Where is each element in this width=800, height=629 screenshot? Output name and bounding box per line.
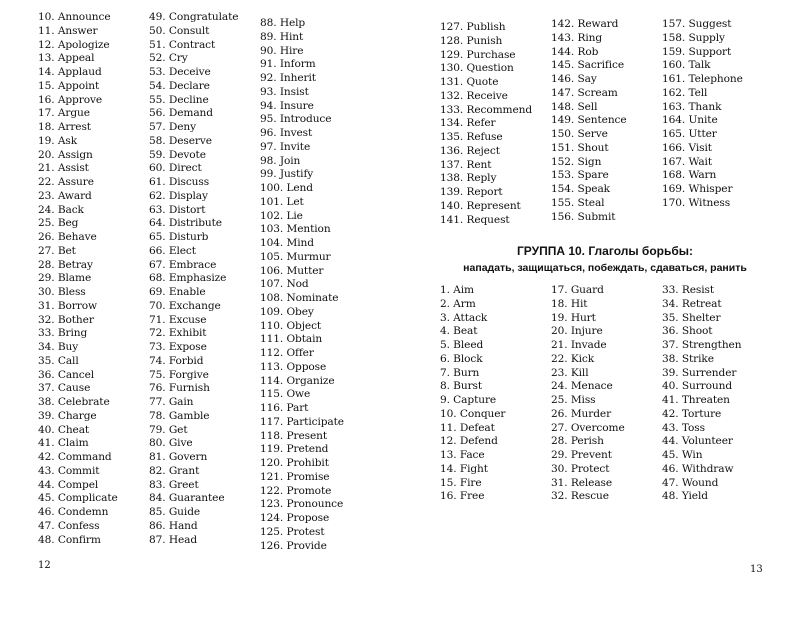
list-item: 92. Inherit	[260, 72, 316, 84]
right-page-number: 13	[750, 564, 763, 575]
list-item: 5. Bleed	[440, 339, 484, 351]
list-item: 121. Promise	[260, 470, 330, 483]
list-item: 50. Consult	[149, 24, 210, 37]
list-item: 137. Rent	[440, 158, 492, 171]
list-item: 77. Gain	[149, 396, 194, 408]
list-item: 32. Rescue	[551, 490, 609, 503]
list-item: 109. Obey	[260, 305, 314, 318]
list-item: 141. Request	[440, 213, 510, 226]
list-item: 39. Surrender	[662, 366, 737, 379]
list-item: 52. Cry	[149, 52, 188, 65]
list-item: 48. Yield	[662, 490, 708, 503]
list-item: 4. Beat	[440, 325, 478, 338]
list-item: 80. Give	[149, 437, 193, 450]
list-item: 111. Obtain	[260, 333, 323, 346]
list-item: 110. Object	[260, 319, 322, 332]
list-item: 1. Aim	[440, 284, 474, 296]
list-item: 95. Introduce	[260, 113, 332, 126]
list-item: 98. Join	[260, 154, 301, 167]
list-item: 18. Arrest	[38, 121, 91, 133]
list-item: 91. Inform	[260, 58, 316, 71]
list-item: 123. Pronounce	[260, 498, 344, 511]
list-item: 86. Hand	[149, 519, 198, 532]
list-item: 114. Organize	[260, 374, 335, 387]
list-item: 158. Supply	[662, 31, 725, 44]
list-item: 24. Back	[38, 203, 84, 216]
list-item: 16. Approve	[38, 93, 103, 106]
list-item: 165. Utter	[662, 128, 717, 140]
list-item: 17. Argue	[38, 107, 90, 120]
list-item: 99. Justify	[260, 168, 314, 181]
right-top-column-1	[440, 21, 532, 227]
left-column-2	[149, 11, 238, 547]
list-item: 148. Sell	[551, 100, 598, 113]
list-item: 40. Surround	[662, 380, 733, 393]
list-item: 20. Injure	[551, 325, 603, 338]
list-item: 46. Withdraw	[662, 462, 734, 475]
list-item: 144. Rob	[551, 45, 599, 58]
list-item: 169. Whisper	[662, 183, 733, 195]
list-item: 152. Sign	[551, 155, 602, 168]
list-item: 45. Win	[662, 449, 703, 461]
list-item: 12. Apologize	[38, 38, 110, 51]
list-item: 135. Refuse	[440, 131, 503, 143]
list-item: 10. Conquer	[440, 407, 506, 420]
list-item: 159. Support	[662, 45, 732, 58]
list-item: 9. Capture	[440, 394, 497, 406]
list-item: 128. Punish	[440, 34, 503, 47]
list-item: 142. Reward	[551, 18, 619, 30]
list-item: 34. Retreat	[662, 297, 722, 310]
list-item: 14. Applaud	[38, 66, 102, 78]
list-item: 31. Release	[551, 476, 613, 489]
list-item: 17. Guard	[551, 284, 604, 296]
list-item: 18. Hit	[551, 297, 588, 310]
list-item: 155. Steal	[551, 196, 605, 209]
group-title: ГРУППА 10. Глаголы борьбы:	[516, 244, 694, 258]
list-item: 96. Invest	[260, 127, 313, 139]
list-item: 45. Complicate	[38, 492, 118, 505]
list-item: 130. Question	[440, 62, 514, 75]
list-item: 27. Overcome	[551, 421, 625, 434]
list-item: 35. Call	[38, 354, 79, 367]
list-item: 19. Ask	[38, 134, 78, 147]
list-item: 85. Guide	[149, 506, 201, 518]
list-item: 73. Expose	[149, 341, 207, 353]
list-item: 42. Command	[38, 451, 112, 463]
list-item: 2. Arm	[440, 297, 476, 310]
list-item: 25. Beg	[38, 217, 79, 230]
list-item: 62. Display	[149, 189, 208, 202]
list-item: 102. Lie	[260, 209, 303, 222]
list-item: 104. Mind	[260, 237, 314, 249]
list-item: 46. Condemn	[38, 506, 109, 518]
list-item: 161. Telephone	[662, 73, 743, 85]
list-item: 118. Present	[260, 429, 328, 442]
list-item: 33. Bring	[38, 327, 88, 340]
list-item: 38. Strike	[662, 352, 714, 365]
list-item: 163. Thank	[662, 100, 722, 113]
list-item: 87. Head	[149, 533, 198, 546]
list-item: 3. Attack	[440, 311, 488, 324]
list-item: 37. Cause	[38, 382, 91, 395]
list-item: 116. Part	[260, 402, 309, 414]
list-item: 47. Wound	[662, 476, 719, 489]
list-item: 170. Witness	[662, 196, 731, 209]
list-item: 146. Say	[551, 73, 597, 85]
group-column-3	[662, 284, 741, 504]
list-item: 103. Mention	[260, 223, 331, 236]
list-item: 108. Nominate	[260, 292, 339, 304]
list-item: 23. Kill	[551, 366, 589, 379]
list-item: 61. Discuss	[149, 176, 210, 188]
list-item: 153. Spare	[551, 169, 609, 182]
list-item: 6. Block	[440, 352, 483, 365]
list-item: 57. Deny	[149, 121, 196, 133]
list-item: 120. Prohibit	[260, 457, 329, 469]
list-item: 145. Sacrifice	[551, 59, 625, 72]
list-item: 53. Deceive	[149, 66, 211, 78]
list-item: 115. Owe	[260, 388, 311, 401]
list-item: 26. Behave	[38, 231, 97, 243]
left-column-1	[38, 11, 118, 547]
list-item: 65. Disturb	[149, 231, 209, 243]
list-item: 43. Commit	[38, 464, 100, 477]
list-item: 32. Bother	[38, 313, 94, 326]
list-item: 22. Kick	[551, 352, 595, 365]
list-item: 63. Distort	[149, 203, 206, 216]
list-item: 101. Let	[260, 195, 304, 208]
list-item: 29. Prevent	[551, 449, 612, 461]
list-item: 89. Hint	[260, 30, 304, 43]
list-item: 64. Distribute	[149, 217, 222, 230]
list-item: 113. Oppose	[260, 360, 327, 373]
list-item: 93. Insist	[260, 85, 309, 98]
list-item: 160. Talk	[662, 59, 711, 72]
list-item: 151. Shout	[551, 141, 609, 154]
list-item: 21. Assist	[38, 162, 89, 175]
list-item: 44. Volunteer	[662, 435, 733, 448]
list-item: 122. Promote	[260, 484, 332, 497]
list-item: 94. Insure	[260, 99, 314, 112]
list-item: 12. Defend	[440, 435, 498, 448]
list-item: 28. Perish	[551, 435, 604, 448]
list-item: 156. Submit	[551, 210, 616, 223]
list-item: 31. Borrow	[38, 299, 97, 312]
list-item: 78. Gamble	[149, 409, 210, 422]
left-page-number: 12	[38, 560, 51, 571]
list-item: 42. Torture	[662, 407, 722, 420]
list-item: 21. Invade	[551, 339, 607, 351]
list-item: 59. Devote	[149, 148, 206, 161]
list-item: 28. Betray	[38, 258, 93, 271]
list-item: 126. Provide	[260, 539, 327, 552]
list-item: 136. Reject	[440, 144, 500, 157]
right-top-column-2	[551, 18, 627, 224]
list-item: 117. Participate	[260, 415, 344, 428]
list-item: 51. Contract	[149, 38, 216, 51]
right-top-column-3	[662, 18, 743, 211]
list-item: 72. Exhibit	[149, 327, 207, 340]
list-item: 90. Hire	[260, 44, 304, 57]
list-item: 10. Announce	[38, 11, 111, 23]
list-item: 33. Resist	[662, 284, 714, 296]
list-item: 140. Represent	[440, 199, 521, 212]
list-item: 22. Assure	[38, 176, 94, 188]
list-item: 41. Claim	[38, 437, 89, 450]
list-item: 29. Blame	[38, 272, 92, 285]
list-item: 58. Deserve	[149, 134, 212, 147]
list-item: 15. Fire	[440, 476, 482, 489]
list-item: 112. Offer	[260, 347, 314, 359]
left-column-3	[260, 17, 344, 553]
list-item: 139. Report	[440, 186, 503, 198]
list-item: 79. Get	[149, 423, 188, 436]
list-item: 7. Burn	[440, 366, 480, 379]
group-subtitle: нападать, защищаться, побеждать, сдаваться, ранить	[463, 262, 747, 274]
list-item: 43. Toss	[662, 421, 705, 434]
list-item: 75. Forgive	[149, 368, 209, 381]
list-item: 82. Grant	[149, 464, 200, 477]
list-item: 55. Decline	[149, 93, 209, 106]
list-item: 105. Murmur	[260, 250, 331, 263]
list-item: 35. Shelter	[662, 311, 721, 324]
list-item: 167. Wait	[662, 155, 712, 168]
list-item: 23. Award	[38, 189, 92, 202]
list-item: 37. Strengthen	[662, 339, 742, 351]
list-item: 16. Free	[440, 490, 485, 503]
list-item: 71. Excuse	[149, 313, 207, 326]
list-item: 49. Congratulate	[149, 11, 239, 23]
list-item: 149. Sentence	[551, 114, 627, 127]
list-item: 13. Appeal	[38, 52, 95, 65]
list-item: 166. Visit	[662, 141, 712, 154]
list-item: 133. Recommend	[440, 103, 533, 116]
group-column-2	[551, 284, 625, 504]
list-item: 8. Burst	[440, 380, 483, 393]
list-item: 76. Furnish	[149, 382, 210, 395]
list-item: 134. Refer	[440, 117, 496, 130]
list-item: 131. Quote	[440, 76, 499, 88]
list-item: 70. Exchange	[149, 299, 221, 312]
list-item: 127. Publish	[440, 21, 506, 33]
list-item: 143. Ring	[551, 31, 603, 44]
list-item: 24. Menace	[551, 380, 613, 393]
list-item: 125. Protest	[260, 525, 325, 538]
list-item: 66. Elect	[149, 244, 196, 257]
list-item: 30. Protect	[551, 462, 610, 475]
list-item: 150. Serve	[551, 128, 608, 140]
list-item: 39. Charge	[38, 409, 97, 422]
list-item: 47. Confess	[38, 519, 100, 532]
list-item: 74. Forbid	[149, 354, 204, 367]
list-item: 106. Mutter	[260, 264, 324, 277]
list-item: 119. Pretend	[260, 443, 329, 456]
list-item: 14. Fight	[440, 462, 488, 475]
list-item: 19. Hurt	[551, 311, 596, 324]
list-item: 60. Direct	[149, 162, 202, 175]
list-item: 36. Shoot	[662, 325, 713, 338]
list-item: 100. Lend	[260, 182, 313, 194]
list-item: 30. Bless	[38, 286, 86, 298]
list-item: 124. Propose	[260, 512, 330, 524]
list-item: 83. Greet	[149, 478, 199, 491]
list-item: 88. Help	[260, 17, 306, 29]
list-item: 157. Suggest	[662, 18, 732, 30]
list-item: 38. Celebrate	[38, 396, 110, 408]
list-item: 129. Purchase	[440, 48, 516, 61]
list-item: 168. Warn	[662, 169, 717, 182]
list-item: 68. Emphasize	[149, 272, 227, 285]
list-item: 67. Embrace	[149, 258, 217, 271]
list-item: 26. Murder	[551, 407, 612, 420]
list-item: 164. Unite	[662, 114, 718, 127]
list-item: 25. Miss	[551, 394, 596, 406]
list-item: 97. Invite	[260, 140, 311, 153]
list-item: 147. Scream	[551, 86, 618, 99]
list-item: 11. Answer	[38, 24, 98, 37]
list-item: 48. Confirm	[38, 533, 101, 546]
list-item: 41. Threaten	[662, 394, 730, 406]
list-item: 11. Defeat	[440, 421, 495, 434]
list-item: 54. Declare	[149, 79, 210, 92]
list-item: 132. Receive	[440, 89, 508, 102]
list-item: 40. Cheat	[38, 423, 90, 436]
list-item: 13. Face	[440, 449, 485, 461]
list-item: 27. Bet	[38, 244, 76, 257]
list-item: 107. Nod	[260, 278, 309, 291]
list-item: 56. Demand	[149, 107, 213, 120]
list-item: 69. Enable	[149, 286, 206, 298]
list-item: 138. Reply	[440, 172, 497, 185]
list-item: 44. Compel	[38, 478, 99, 491]
list-item: 81. Govern	[149, 451, 208, 463]
list-item: 162. Tell	[662, 86, 708, 99]
list-item: 84. Guarantee	[149, 492, 225, 505]
list-item: 34. Buy	[38, 341, 79, 353]
list-item: 15. Appoint	[38, 79, 100, 92]
list-item: 20. Assign	[38, 148, 93, 161]
list-item: 36. Cancel	[38, 368, 95, 381]
group-column-1	[440, 284, 505, 504]
list-item: 154. Speak	[551, 183, 610, 195]
